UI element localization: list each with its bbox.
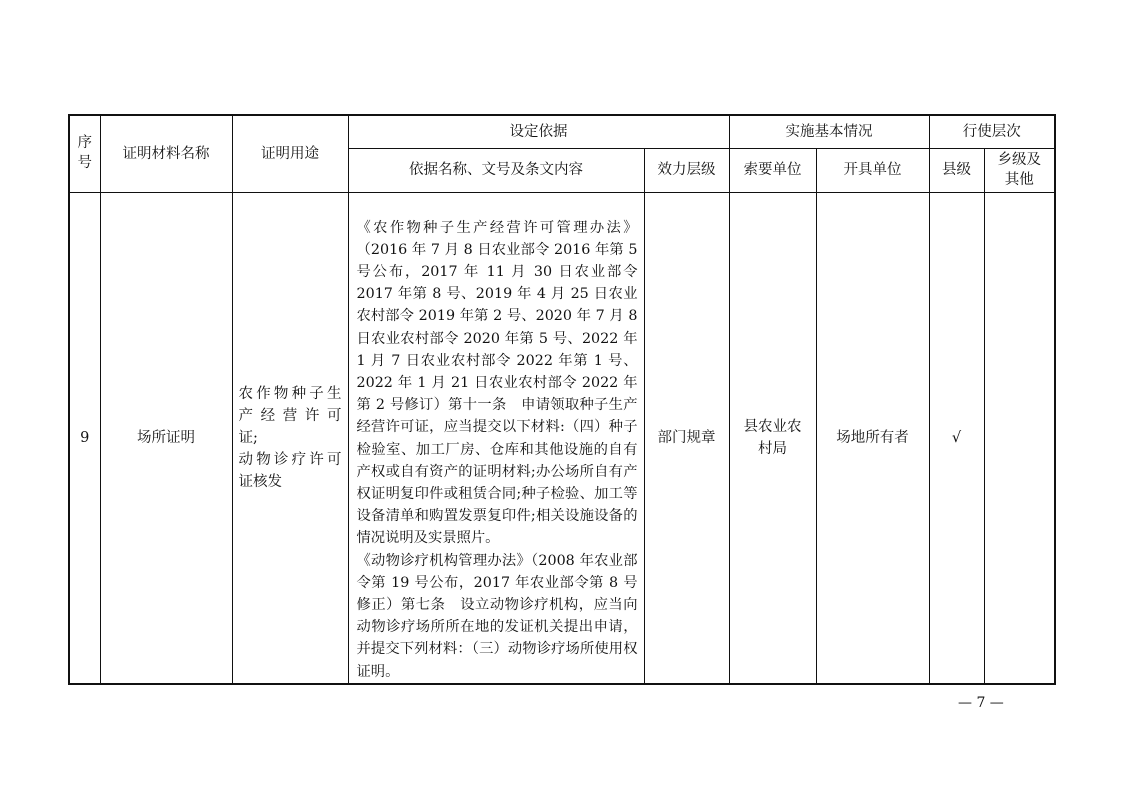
basis-paragraph: 《农作物种子生产经营许可管理办法》（2016 年 7 月 8 日农业部令 2016 年第 5 号公布，2017 年 11 月 30 日农业部令 2017 年第 8 号、2019 年 4 月 25 日农业农村部令 2019 年第 2 号、2020 年 7 月 8 日农业农村部令 2020 年第 5 号、2022 年 1 月 7 日农业农村部令 2022 年第 1 号、2022 年 1 月 21 日农业农村部令 2022 年第 2 号修订）第十一条 申请领取种子生产经营许可证，应当提交以下材料:（四）种子检验室、加工厂房、仓库和其他设施的自有产权或自有资产的证明材料;办公场所自有产权证明复印件或租赁合同;种子检验、加工等设备清单和购置发票复印件;相关设施设备的情况说明及实景照片。	[356, 219, 638, 547]
basis-paragraph: 《动物诊疗机构管理办法》（2008 年农业部令第 19 号公布，2017 年农业部令第 8 号修正）第七条 设立动物诊疗机构，应当向动物诊疗场所所在地的发证机关提出申请，并提交下列材料：（三）动物诊疗场所使用权证明。	[356, 552, 638, 680]
purpose-line: 证核发	[238, 473, 282, 490]
header-county-level: 县级	[929, 148, 984, 192]
evidence-materials-table	[68, 114, 1056, 685]
requesting-unit-line2: 村局	[758, 440, 787, 457]
requesting-unit-line1: 县农业农	[743, 418, 802, 435]
header-township-level-line2: 其他	[1004, 172, 1034, 188]
header-effect-level: 效力层级	[644, 148, 729, 192]
cell-effect-level: 部门规章	[644, 192, 729, 684]
header-basis-content: 依据名称、文号及条文内容	[348, 148, 644, 192]
header-issuing-unit: 开具单位	[816, 148, 929, 192]
cell-county-level: √	[929, 192, 984, 684]
header-basis-group: 设定依据	[348, 115, 729, 148]
purpose-line: 农作物种子生	[238, 385, 342, 402]
header-material-name: 证明材料名称	[100, 115, 232, 192]
purpose-line: 证;	[238, 429, 258, 446]
header-seq: 序号	[69, 115, 100, 192]
header-township-level	[984, 148, 1055, 192]
cell-requesting-unit	[729, 192, 816, 684]
header-purpose: 证明用途	[232, 115, 348, 192]
cell-basis-content	[348, 192, 644, 684]
cell-township-level	[984, 192, 1055, 684]
cell-seq: 9	[69, 192, 100, 684]
cell-issuing-unit: 场地所有者	[816, 192, 929, 684]
cell-purpose	[232, 192, 348, 684]
purpose-line: 动物诊疗许可	[238, 451, 342, 468]
header-requesting-unit: 索要单位	[729, 148, 816, 192]
purpose-line: 产经营许可	[238, 407, 342, 424]
header-exercise-group: 行使层次	[929, 115, 1055, 148]
header-township-level-line1: 乡级及	[997, 152, 1041, 168]
header-implementation-group: 实施基本情况	[729, 115, 929, 148]
page-number: — 7 —	[958, 695, 1004, 711]
cell-material-name: 场所证明	[100, 192, 232, 684]
